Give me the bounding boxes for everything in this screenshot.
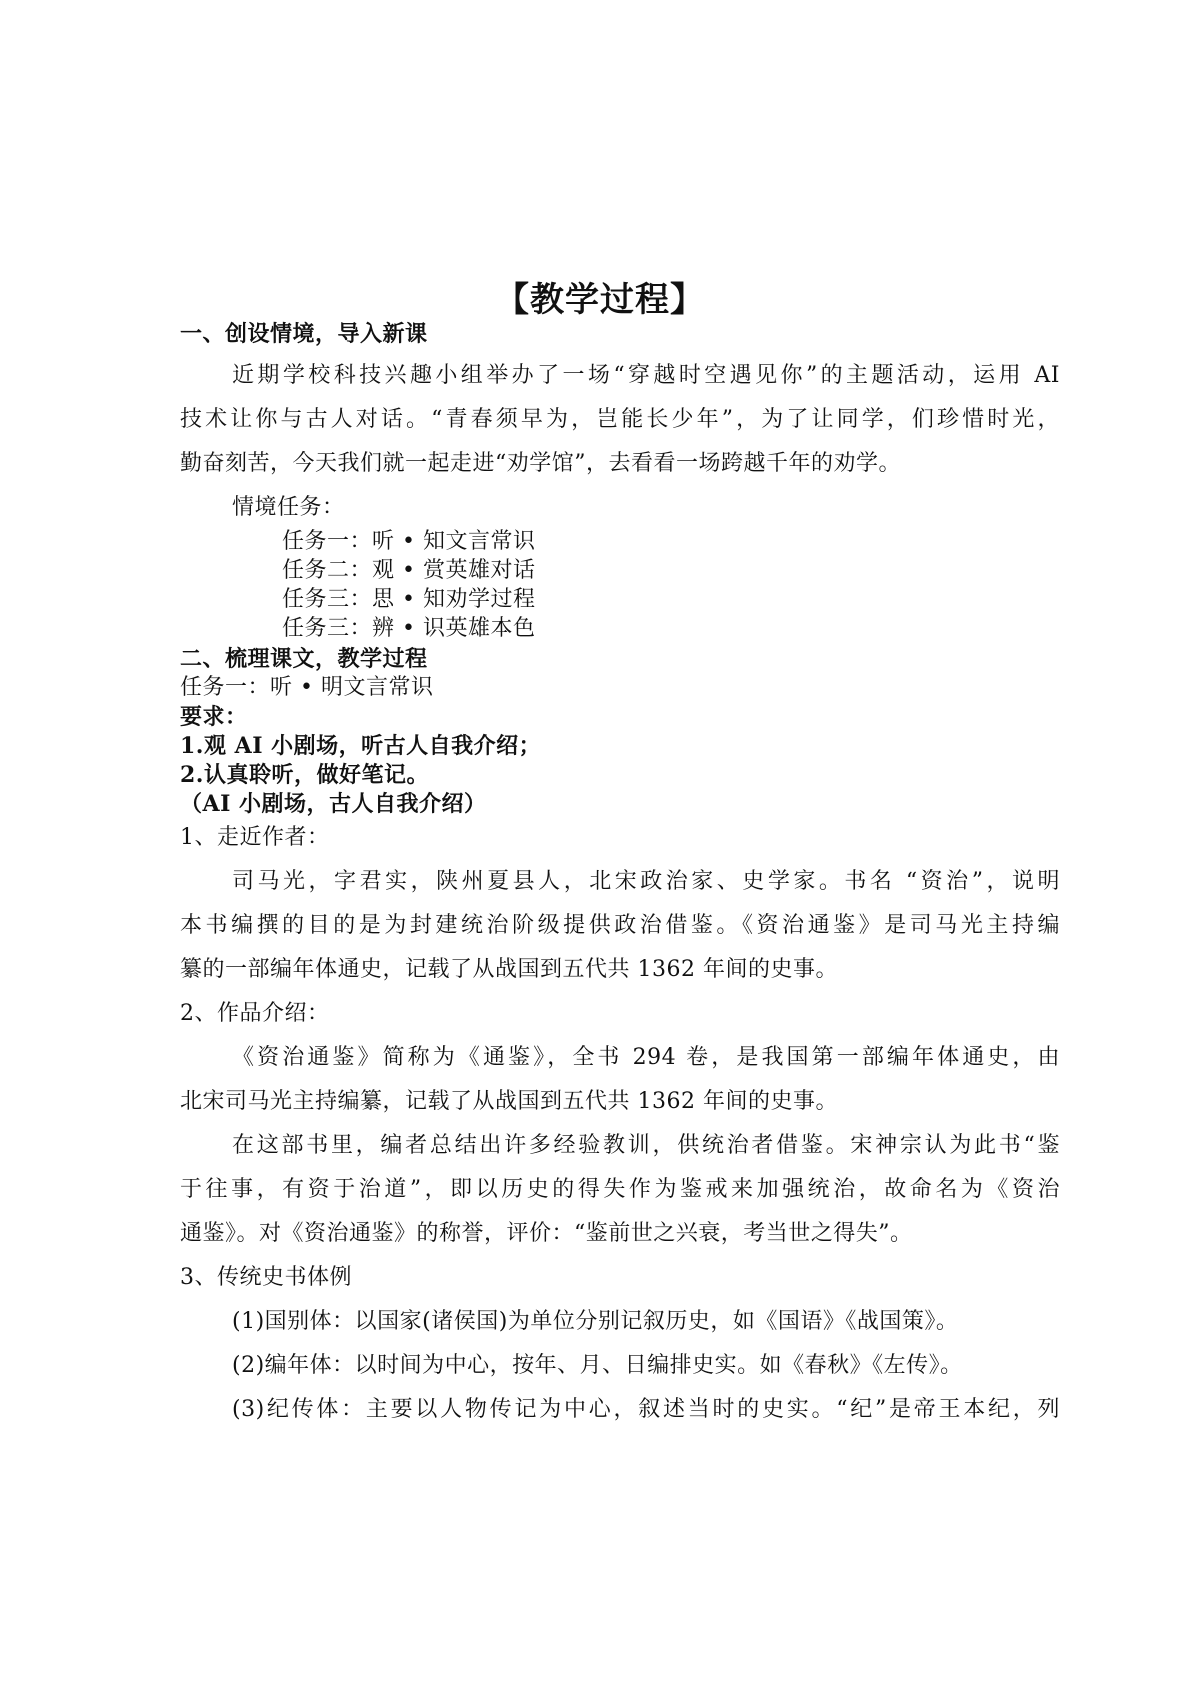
task-item: 任务三：思 • 知劝学过程 [282,587,536,612]
page-title: 【教学过程】 [495,280,705,320]
work-paragraph-line: 通鉴》。对《资治通鉴》的称誉，评价：“鉴前世之兴衰，考当世之得失”。 [180,1221,913,1246]
work-paragraph-line: 于往事，有资于治道”，即以历史的得失作为鉴戒来加强统治，故命名为《资治 [180,1177,1060,1202]
author-paragraph-line: 司马光，字君实，陕州夏县人，北宋政治家、史学家。书名 “资治”，说明 [232,869,1060,894]
author-paragraph-line: 纂的一部编年体通史，记载了从战国到五代共 1362 年间的史事。 [180,957,838,982]
task-one-line: 任务一：听 • 明文言常识 [180,675,434,700]
requirement-item: 2.认真聆听，做好笔记。 [180,762,429,788]
requirement-item: （AI 小剧场，古人自我介绍） [180,791,487,817]
task-item: 任务一：听 • 知文言常识 [282,529,536,554]
history-heading: 3、传统史书体例 [180,1265,352,1290]
requirement-item: 1.观 AI 小剧场，听古人自我介绍； [180,733,542,759]
work-paragraph-line: 北宋司马光主持编纂，记载了从战国到五代共 1362 年间的史事。 [180,1089,838,1114]
intro-paragraph-line: 技术让你与古人对话。“青春须早为，岂能长少年”，为了让同学，们珍惜时光， [180,407,1060,432]
requirements-label: 要求： [180,704,248,730]
section-heading-1: 一、创设情境，导入新课 [180,321,428,347]
tasks-label: 情境任务： [232,495,345,520]
task-item: 任务三：辨 • 识英雄本色 [282,616,536,641]
intro-paragraph-line: 勤奋刻苦，今天我们就一起走进“劝学馆”，去看看一场跨越千年的劝学。 [180,451,901,476]
author-paragraph-line: 本书编撰的目的是为封建统治阶级提供政治借鉴。《资治通鉴》是司马光主持编 [180,913,1060,938]
intro-paragraph-line: 近期学校科技兴趣小组举办了一场“穿越时空遇见你”的主题活动，运用 AI [232,363,1060,388]
history-item: (3)纪传体：主要以人物传记为中心，叙述当时的史实。“纪”是帝王本纪，列 [232,1397,1060,1422]
author-heading: 1、走近作者： [180,825,330,850]
history-item: (2)编年体：以时间为中心，按年、月、日编排史实。如《春秋》《左传》。 [232,1353,963,1378]
work-paragraph-line: 《资治通鉴》简称为《通鉴》，全书 294 卷，是我国第一部编年体通史，由 [232,1045,1060,1070]
section-heading-2: 二、梳理课文，教学过程 [180,646,428,672]
history-item: (1)国别体：以国家(诸侯国)为单位分别记叙历史，如《国语》《战国策》。 [232,1309,959,1334]
work-heading: 2、作品介绍： [180,1001,330,1026]
task-item: 任务二：观 • 赏英雄对话 [282,558,536,583]
work-paragraph-line: 在这部书里，编者总结出许多经验教训，供统治者借鉴。宋神宗认为此书“鉴 [232,1133,1060,1158]
